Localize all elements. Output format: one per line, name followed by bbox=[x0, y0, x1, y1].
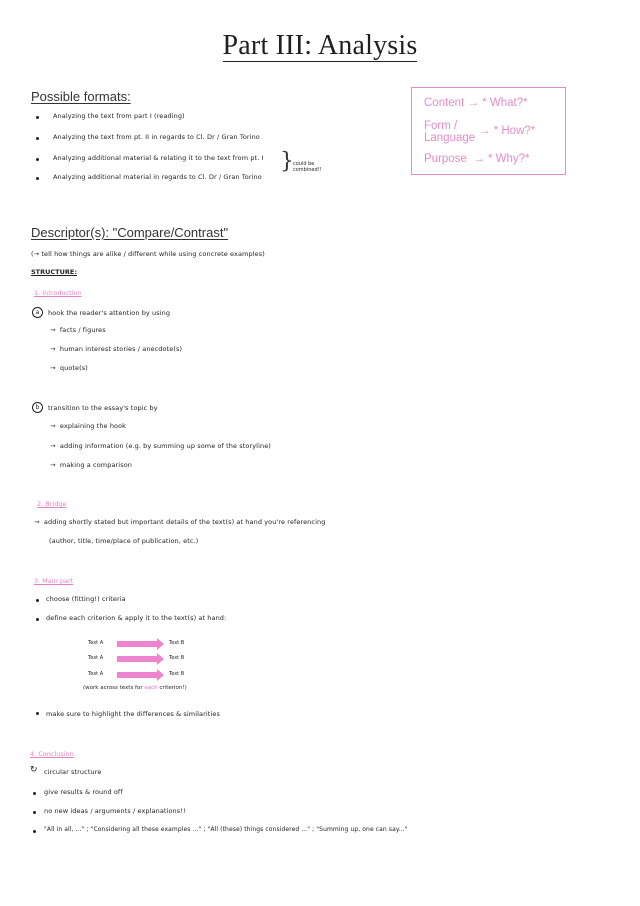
format-item-2: Analyzing the text from pt. II in regards to Cl. Dr / Gran Torino bbox=[53, 133, 260, 141]
page-title: Part III: Analysis bbox=[222, 30, 418, 61]
conclusion-item-2: give results & round off bbox=[44, 788, 123, 796]
format-item-4: Analyzing additional material in regards to Cl. Dr / Gran Torino bbox=[53, 173, 262, 181]
main-item-2: define each criterion & apply it to the text(s) at hand: bbox=[46, 614, 227, 622]
conclusion-item-1: circular structure bbox=[44, 768, 102, 776]
pink-arrow-icon bbox=[117, 656, 158, 662]
intro-a-item-3: → quote(s) bbox=[50, 364, 88, 372]
bridge-line-1: → adding shortly stated but important details of the text(s) at hand you're referencing bbox=[34, 518, 326, 526]
circled-b-marker: b bbox=[32, 402, 43, 413]
bullet-icon bbox=[33, 811, 36, 814]
compare-row-1-left: Text A bbox=[88, 640, 104, 646]
descriptor-heading: Descriptor(s): "Compare/Contrast" bbox=[31, 225, 229, 240]
bullet-icon bbox=[36, 712, 39, 715]
compare-row-1-right: Text B bbox=[169, 640, 185, 646]
box-row-form-right: → * How?* bbox=[479, 125, 536, 137]
compare-row-2-left: Text A bbox=[88, 655, 104, 661]
work-across-note: (work across texts for each criterion!) bbox=[83, 685, 187, 691]
bullet-icon bbox=[36, 618, 39, 621]
main-item-3: make sure to highlight the differences & similarities bbox=[46, 710, 220, 718]
compare-row-3-right: Text B bbox=[169, 671, 185, 677]
intro-a-text: hook the reader's attention by using bbox=[48, 309, 171, 317]
intro-b-item-1: → explaining the hook bbox=[50, 422, 127, 430]
curly-brace-icon: } bbox=[280, 149, 294, 174]
pink-arrow-icon bbox=[117, 672, 158, 678]
bridge-line-2: (author, title, time/place of publication, etc.) bbox=[49, 537, 199, 545]
conclusion-item-4: "All in all, ..." ; "Considering all these examples ..." ; "All (these) things considered ..." ; "Summing up, one can say..." bbox=[44, 826, 408, 833]
bullet-icon bbox=[36, 158, 39, 161]
box-row-purpose: Purpose → * Why?* bbox=[424, 153, 530, 165]
intro-a-item-1: → facts / figures bbox=[50, 326, 106, 334]
main-part-heading: 3. Main part bbox=[34, 577, 74, 585]
pink-arrow-icon bbox=[117, 641, 158, 647]
circular-arrow-icon: ↻ bbox=[30, 765, 38, 775]
box-row-form-label: Form / Language bbox=[424, 120, 476, 144]
possible-formats-heading: Possible formats: bbox=[31, 89, 131, 104]
bullet-icon bbox=[36, 599, 39, 602]
intro-b-item-3: → making a comparison bbox=[50, 461, 132, 469]
format-item-1: Analyzing the text from part I (reading) bbox=[53, 112, 185, 120]
bullet-icon bbox=[36, 137, 39, 140]
compare-row-2-right: Text B bbox=[169, 655, 185, 661]
introduction-heading: 1. Introduction bbox=[34, 289, 82, 297]
format-item-3: Analyzing additional material & relating it to the text from pt. I bbox=[53, 154, 264, 162]
circled-a-marker: a bbox=[32, 307, 43, 318]
conclusion-heading: 4. Conclusion bbox=[30, 750, 74, 758]
main-item-1: choose (fitting!) criteria bbox=[46, 595, 126, 603]
bullet-icon bbox=[33, 830, 36, 833]
bridge-heading: 2. Bridge bbox=[37, 500, 67, 508]
intro-b-text: transition to the essay's topic by bbox=[48, 404, 158, 412]
compare-row-3-left: Text A bbox=[88, 671, 104, 677]
structure-label: STRUCTURE: bbox=[31, 268, 77, 276]
bullet-icon bbox=[33, 792, 36, 795]
conclusion-item-3: no new ideas / arguments / explanations!! bbox=[44, 807, 186, 815]
bullet-icon bbox=[36, 177, 39, 180]
bullet-icon bbox=[36, 116, 39, 119]
intro-a-item-2: → human interest stories / anecdote(s) bbox=[50, 345, 183, 353]
box-row-content: Content → * What?* bbox=[424, 97, 528, 109]
brace-note: could be combined!! bbox=[293, 161, 322, 173]
descriptor-intro: (→ tell how things are alike / different while using concrete examples) bbox=[31, 250, 265, 258]
intro-b-item-2: → adding information (e.g. by summing up some of the storyline) bbox=[50, 442, 271, 450]
